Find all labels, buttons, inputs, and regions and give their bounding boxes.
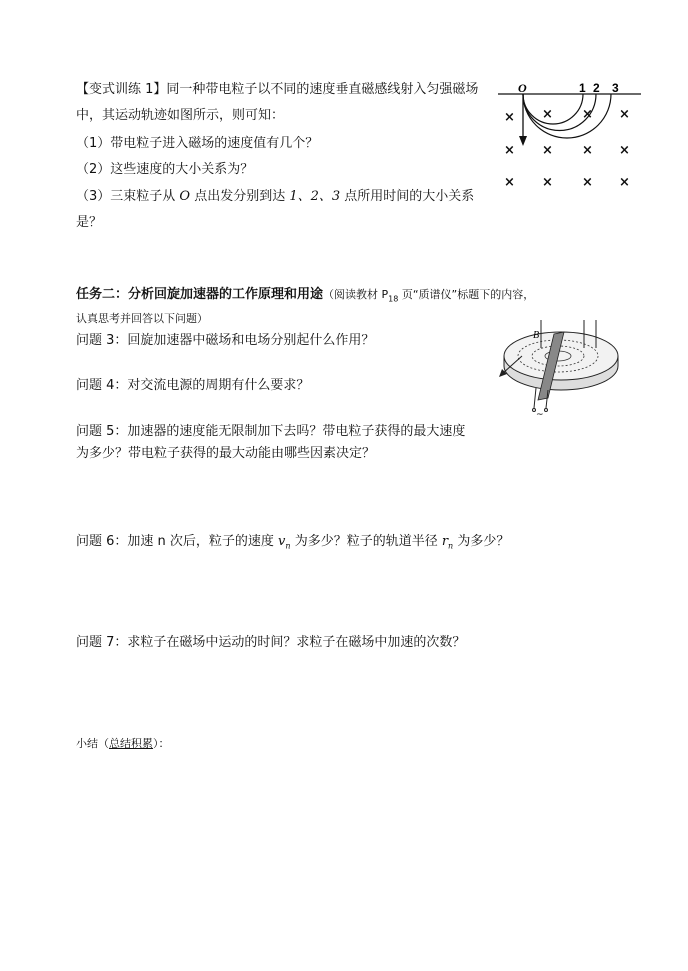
question-5-line-1: 问题 5：加速器的速度能无限制加下去吗？带电粒子获得的最大速度 — [76, 424, 466, 439]
task2-note-sub: 18 — [388, 294, 399, 304]
q3-origin: O — [179, 189, 191, 204]
q6-text-b: 为多少？粒子的轨道半径 — [290, 534, 442, 549]
q6-text-c: 为多少？ — [453, 534, 510, 549]
ac-terminal — [545, 409, 548, 412]
question-5-line-2: 为多少？带电粒子获得的最大动能由哪些因素决定？ — [76, 446, 376, 461]
q6-radius-sub: n — [448, 541, 454, 551]
summary-underlined: 总结积累 — [109, 737, 153, 750]
summary-end: ）： — [153, 737, 170, 750]
field-x: × — [619, 107, 630, 122]
task2-heading — [76, 286, 534, 309]
field-x: × — [582, 175, 593, 190]
q6-radius: r — [441, 534, 449, 549]
task2-title: 任务二：分析回旋加速器的工作原理和用途 — [76, 287, 324, 302]
question-6 — [76, 533, 509, 556]
field-x: × — [582, 143, 593, 158]
field-x: × — [582, 107, 593, 122]
q6-text-a: 问题 6：加速 n 次后，粒子的速度 — [76, 534, 279, 549]
field-x: × — [542, 175, 553, 190]
field-label: B — [533, 330, 540, 341]
trajectory-3 — [523, 94, 611, 138]
ac-lead — [534, 388, 536, 408]
task2-note-a: （阅读教材 P — [323, 288, 389, 301]
exercise-line-1: 【变式训练 1】同一种带电粒子以不同的速度垂直磁感线射入匀强磁场 — [76, 82, 479, 97]
task2-note-b: 页“质谱仪”标题下的内容， — [398, 288, 535, 301]
q6-velocity: v — [278, 534, 286, 549]
exercise-question-1: （1）带电粒子进入磁场的速度值有几个？ — [76, 136, 319, 151]
q3-text-b: 点出发分别到达 — [190, 189, 290, 204]
exercise-question-3 — [76, 188, 474, 206]
q3-text-a: （3）三束粒子从 — [76, 189, 180, 204]
trajectory-figure — [496, 82, 646, 192]
summary — [76, 735, 170, 753]
point-label-2: 2 — [593, 82, 600, 95]
exercise-question-3-line-2: 是？ — [76, 215, 103, 230]
question-3: 问题 3：回旋加速器中磁场和电场分别起什么作用？ — [76, 333, 375, 348]
q6-velocity-sub: n — [285, 541, 291, 551]
field-x: × — [542, 107, 553, 122]
field-x: × — [504, 110, 515, 125]
exercise-question-2: （2）这些速度的大小关系为？ — [76, 162, 254, 177]
point-label-1: 1 — [579, 82, 586, 95]
question-7: 问题 7：求粒子在磁场中运动的时间？求粒子在磁场中加速的次数？ — [76, 635, 466, 650]
exercise-line-2: 中，其运动轨迹如图所示，则可知： — [76, 108, 285, 123]
trajectory-1 — [523, 94, 583, 124]
point-label-3: 3 — [612, 82, 619, 95]
velocity-arrowhead — [519, 136, 527, 146]
field-x: × — [619, 175, 630, 190]
field-x: × — [542, 143, 553, 158]
ac-symbol: ~ — [536, 410, 544, 418]
field-x: × — [504, 143, 515, 158]
cyclotron-figure — [496, 318, 626, 418]
summary-label: 小结（ — [76, 737, 109, 750]
question-4: 问题 4：对交流电源的周期有什么要求？ — [76, 378, 310, 393]
field-x: × — [619, 143, 630, 158]
q3-text-c: 点所用时间的大小关系 — [340, 189, 475, 204]
origin-label: O — [518, 82, 527, 95]
field-x: × — [504, 175, 515, 190]
q3-points: 1、2、3 — [289, 189, 341, 204]
task2-note-line-2: 认真思考并回答以下问题） — [76, 312, 208, 325]
